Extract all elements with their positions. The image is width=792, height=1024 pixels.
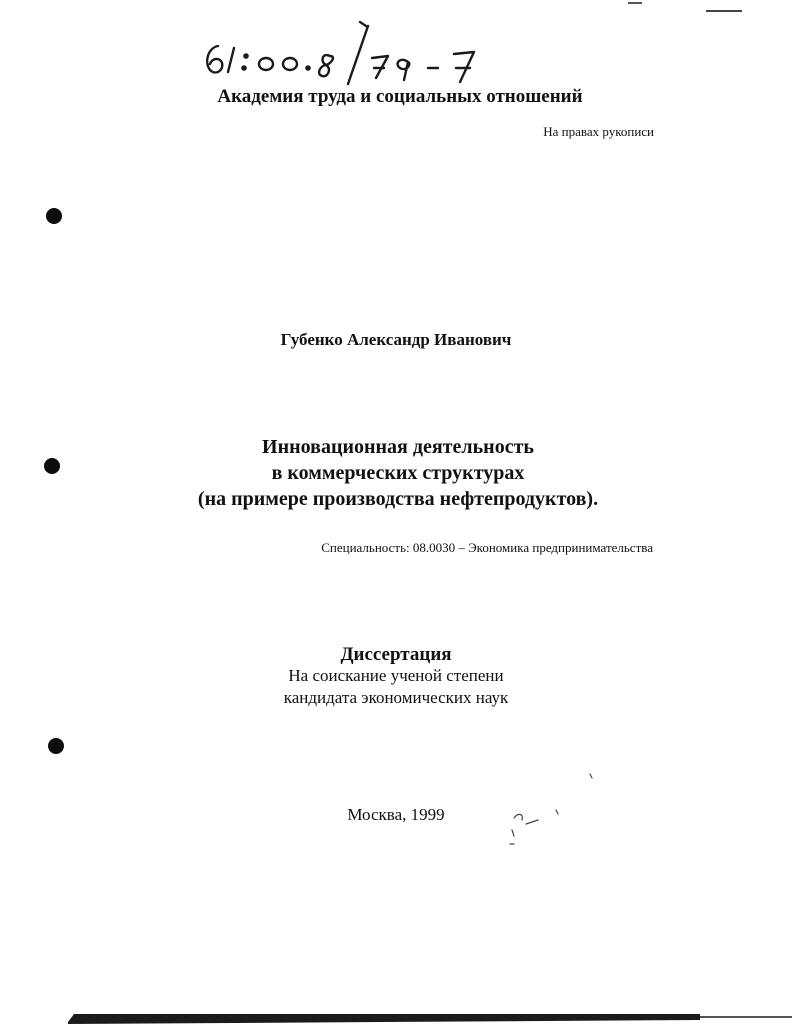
handwritten-archive-code bbox=[190, 18, 530, 86]
thesis-title-line-1: Инновационная деятельность bbox=[262, 436, 534, 458]
thesis-title-line-2: в коммерческих структурах bbox=[271, 462, 525, 484]
specialty-line: Специальность: 08.0030 – Экономика предпринимательства bbox=[321, 540, 653, 555]
thesis-title-line-3: (на примере производства нефтепродуктов). bbox=[197, 488, 599, 510]
punch-hole-top bbox=[46, 208, 62, 224]
rights-note: На правах рукописи bbox=[543, 124, 654, 139]
institution-name: Академия труда и социальных отношений bbox=[217, 86, 583, 107]
city-year: Москва, 1999 bbox=[347, 805, 445, 824]
dissertation-heading: Диссертация bbox=[340, 644, 452, 665]
punch-hole-bottom bbox=[48, 738, 64, 754]
author-name: Губенко Александр Иванович bbox=[280, 330, 512, 349]
scan-edge-bottom bbox=[0, 1000, 792, 1024]
degree-line-1: На соискание ученой степени bbox=[288, 666, 504, 685]
degree-line-2: кандидата экономических наук bbox=[283, 688, 509, 707]
